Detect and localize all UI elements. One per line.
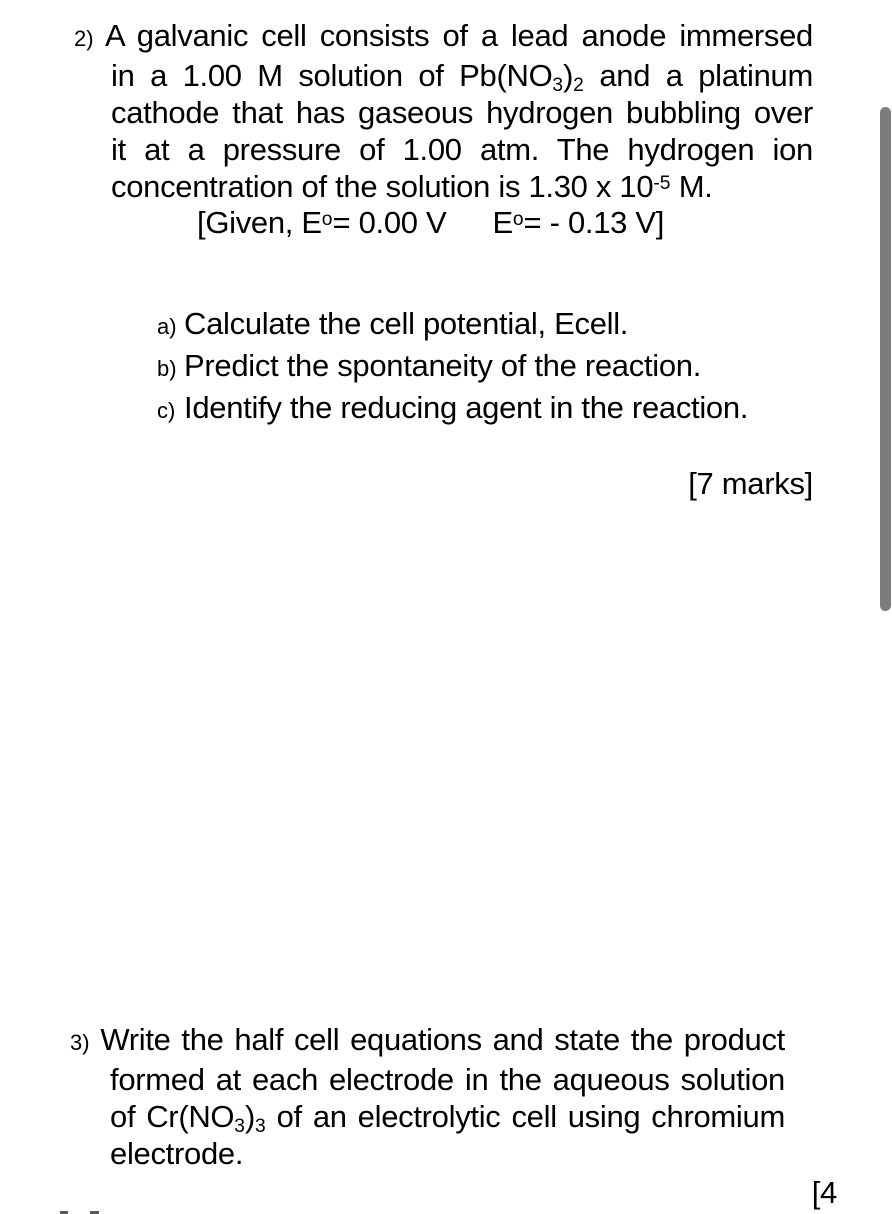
question-2-number: 2) xyxy=(74,26,94,51)
question-3-marks-clipped: [4 xyxy=(811,1175,837,1210)
subquestion-b xyxy=(157,346,748,388)
subquestion-c-label: c) xyxy=(157,398,176,423)
question-2-marks: [7 marks] xyxy=(688,466,813,501)
subquestion-b-label: b) xyxy=(157,356,177,381)
question-2-subquestions xyxy=(157,304,748,430)
question-3-line: formed at each electrode in the aqueous solution xyxy=(110,1062,785,1097)
subquestion-a-label: a) xyxy=(157,314,177,339)
question-2-line-text: A galvanic cell consists of a lead anode immersed xyxy=(105,18,814,53)
question-2-line: in a 1.00 M solution of $Pb(NO_3)_2$ and a platinum xyxy=(111,58,813,96)
question-2-line: concentration of the solution is 1.30 x $10^{-5}$ M. xyxy=(111,169,713,204)
question-3-line: electrode. xyxy=(110,1136,244,1171)
question-2-line xyxy=(74,17,813,57)
question-2-line: it at a pressure of 1.00 atm. The hydrogen ion xyxy=(111,132,813,167)
question-2-line: cathode that has gaseous hydrogen bubbling over xyxy=(111,95,813,130)
question-2-paragraph xyxy=(0,17,813,205)
given-standard-potential-lead: $E^o= - 0.13$ V] xyxy=(492,205,665,240)
subquestion-b-text: Predict the spontaneity of the reaction. xyxy=(184,348,702,383)
given-values-line xyxy=(197,204,664,241)
question-3-line: of $Cr(NO_3)_3$ of an electrolytic cell using chromium xyxy=(110,1099,785,1137)
subquestion-a xyxy=(157,304,748,346)
question-3-line xyxy=(70,1021,785,1061)
subquestion-a-text: Calculate the cell potential, Ecell. xyxy=(184,306,629,341)
given-standard-potential-hydrogen: [Given, $E^o= 0.00$ V xyxy=(197,205,447,240)
vertical-scrollbar-thumb[interactable] xyxy=(880,107,891,611)
question-3-line-text: Write the half cell equations and state the product xyxy=(100,1022,785,1057)
subquestion-c xyxy=(157,388,748,430)
question-3-number: 3) xyxy=(70,1030,90,1055)
subquestion-c-text: Identify the reducing agent in the reaction. xyxy=(184,390,749,425)
question-3-paragraph xyxy=(0,1021,785,1172)
